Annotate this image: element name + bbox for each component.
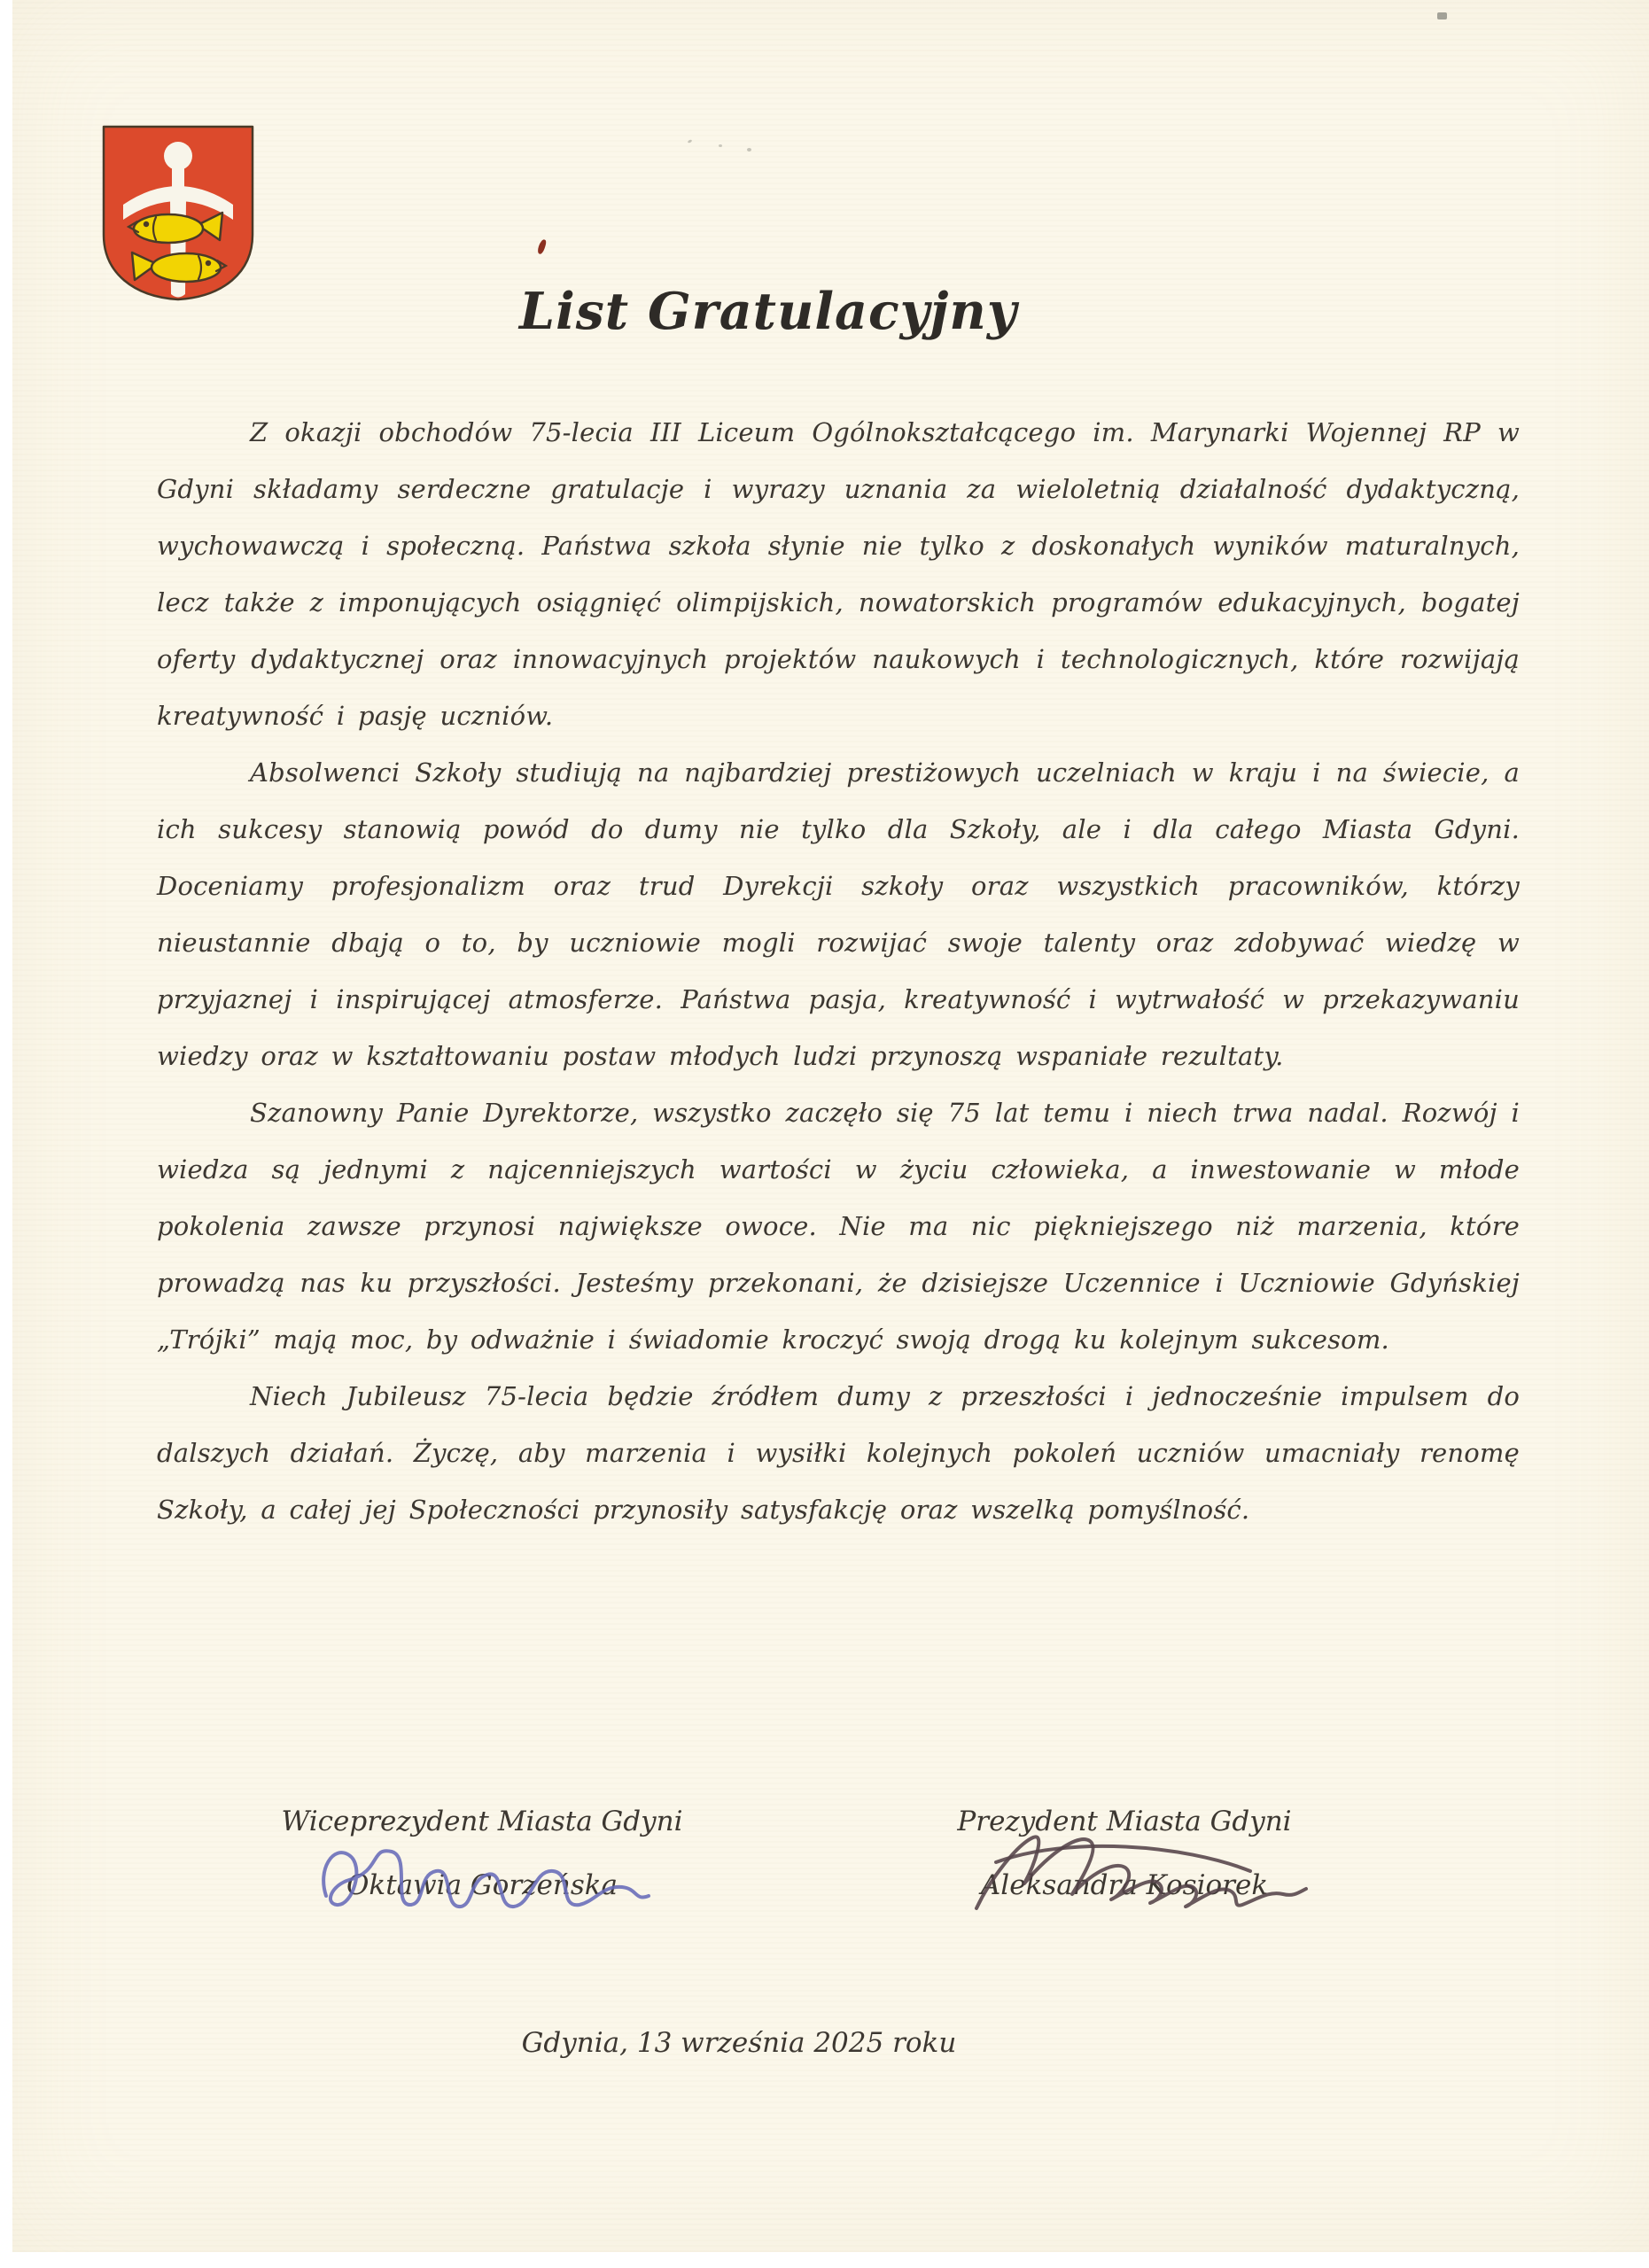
paragraph-2: Absolwenci Szkoły studiują na najbardziej prestiżowych uczelniach w kraju i na świecie, a ich sukcesy stanowią powód do dumy nie tylko dla Szkoły, ale i dla całego Miasta Gdyni. Doceniamy profesjonalizm oraz trud Dyrekcji szkoły oraz wszystkich pracowników, którzy nieustannie dbają o to, by uczniowie mogli rozwijać swoje talenty oraz zdobywać wiedzę w przyjaznej i inspirującej atmosferze. Państwa pasja, kreatywność i wytrwałość w przekazywaniu wiedzy oraz w kształtowaniu postaw młodych ludzi przynoszą wspaniałe rezultaty. [157,757,1520,1071]
paragraph-1: Z okazji obchodów 75-lecia III Liceum Ogólnokształcącego im. Marynarki Wojennej RP w Gdyni składamy serdeczne gratulacje i wyrazy uznania za wieloletnią działalność dydaktyczną, wychowawczą i społeczną. Państwa szkoła słynie nie tylko z doskonałych wyników maturalnych, lecz także z imponujących osiągnięć olimpijskich, nowatorskich programów edukacyjnych, bogatej oferty dydaktycznej oraz innowacyjnych projektów naukowych i technologicznych, które rozwijają kreatywność i pasję uczniów. [157,417,1520,731]
scan-speck-dot [688,139,693,144]
letter-paper [12,0,1649,2252]
letter-body [157,404,1520,1538]
signer-role-right: Prezydent Miasta Gdyni [957,1806,1292,1837]
dateline: Gdynia, 13 września 2025 roku [521,2027,957,2059]
signer-role-left: Wiceprezydent Miasta Gdyni [281,1806,683,1837]
signature-block-vice-president [225,1806,739,1901]
scan-speck-red [537,238,548,254]
sword-pommel [164,142,192,170]
signer-name-left: Oktawia Gorzeńska [346,1869,618,1901]
gdynia-coat-of-arms-icon [97,122,259,305]
signature-block-president [898,1806,1350,1901]
paragraph-3: Szanowny Panie Dyrektorze, wszystko zaczęło się 75 lat temu i niech trwa nadal. Rozwój i wiedza są jednymi z najcenniejszych wartości w życiu człowieka, a inwestowanie w młode pokolenia zawsze przynosi największe owoce. Nie ma nic piękniejszego niż marzenia, które prowadzą nas ku przyszłości. Jesteśmy przekonani, że dzisiejsze Uczennice i Uczniowie Gdyńskiej „Trójki” mają moc, by odważnie i świadomie kroczyć swoją drogą ku kolejnym sukcesom. [157,1098,1520,1355]
letter-title: List Gratulacyjny [518,282,1017,341]
scan-speck-grey [1437,12,1447,19]
scan-speck-dot [719,144,722,147]
scan-speck-dot [747,148,751,151]
paragraph-4: Niech Jubileusz 75-lecia będzie źródłem dumy z przeszłości i jednocześnie impulsem do dalszych działań. Życzę, aby marzenia i wysiłki kolejnych pokoleń uczniów umacniały renomę Szkoły, a całej jej Społeczności przynosiły satysfakcję oraz wszelką pomyślność. [157,1381,1520,1525]
signer-name-right: Aleksandra Kosiorek [980,1869,1269,1901]
